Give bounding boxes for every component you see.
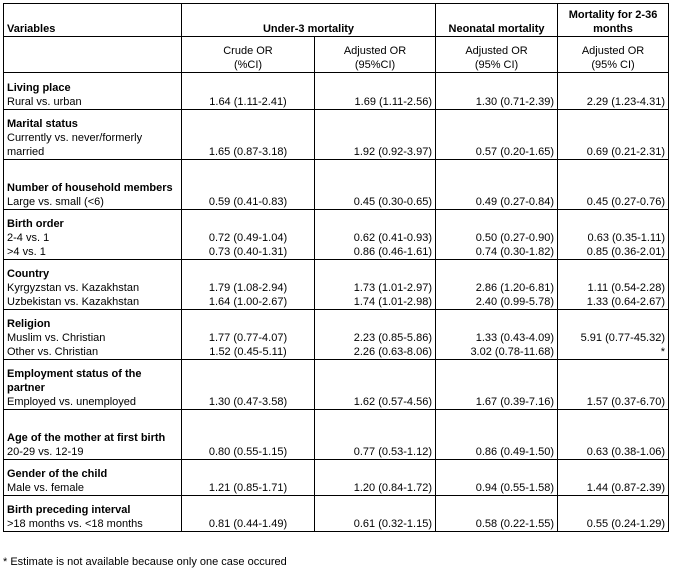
or-value: 0.63 (0.35-1.11)	[587, 232, 666, 244]
or-value: 1.79 (1.08-2.94)	[208, 282, 288, 294]
comparison-label: Other vs. Christian	[7, 346, 99, 358]
or-value: 1.73 (1.01-2.97)	[353, 282, 433, 294]
variable-group-row	[4, 73, 669, 110]
adjusted-or-neo-cell	[436, 360, 558, 410]
odds-ratio-table	[3, 3, 669, 532]
comparison-label: >18 months vs. <18 months	[7, 518, 143, 530]
variable-cell	[4, 310, 182, 360]
or-value: *	[660, 346, 666, 358]
adjusted-or-u3-cell	[315, 360, 436, 410]
crude-ci-label: (%CI)	[233, 59, 263, 71]
or-value: 1.21 (0.85-1.71)	[208, 482, 288, 494]
or-value: 0.55 (0.24-1.29)	[586, 518, 666, 530]
adjusted-or-u3-cell	[315, 310, 436, 360]
or-value: 0.85 (0.36-2.01)	[586, 246, 666, 258]
adjusted-or-u3-cell	[315, 73, 436, 110]
adjusted-or-236-cell	[558, 410, 669, 460]
variable-cell	[4, 460, 182, 496]
comparison-label: Uzbekistan vs. Kazakhstan	[7, 296, 140, 308]
or-value: 1.30 (0.71-2.39)	[475, 96, 555, 108]
adjusted-or-236-cell	[558, 260, 669, 310]
or-value: 0.63 (0.38-1.06)	[586, 446, 666, 458]
or-value: 0.61 (0.32-1.15)	[353, 518, 433, 530]
or-value: 0.80 (0.55-1.15)	[208, 446, 288, 458]
adjusted-or-neo-cell	[436, 210, 558, 260]
variable-cell	[4, 160, 182, 210]
adjusted-or-neo-cell	[436, 310, 558, 360]
adjusted-or-neo-header	[436, 37, 558, 73]
or-value: 2.26 (0.63-8.06)	[353, 346, 433, 358]
subheader-empty	[4, 37, 182, 73]
comparison-label: 2-4 vs. 1	[7, 232, 50, 244]
adjusted-or-neo-cell	[436, 160, 558, 210]
crude-or-cell	[182, 210, 315, 260]
or-value: 1.62 (0.57-4.56)	[353, 396, 433, 408]
adjusted-or-236-cell	[558, 460, 669, 496]
variable-cell	[4, 73, 182, 110]
variable-group-title: Gender of the child	[7, 468, 108, 480]
or-value: 0.86 (0.49-1.50)	[475, 446, 555, 458]
crude-or-cell	[182, 410, 315, 460]
or-value: 1.57 (0.37-6.70)	[586, 396, 666, 408]
subheader-row	[4, 37, 669, 73]
header-row	[4, 4, 669, 37]
adjusted-ci-u3-label: (95%CI)	[354, 59, 396, 71]
adjusted-ci-236-label: (95% CI)	[591, 59, 635, 71]
neonatal-header: Neonatal mortality	[436, 4, 558, 37]
or-value: 0.49 (0.27-0.84)	[475, 196, 555, 208]
adjusted-or-neo-cell	[436, 460, 558, 496]
variable-cell	[4, 496, 182, 532]
variable-cell	[4, 110, 182, 160]
comparison-label: Muslim vs. Christian	[7, 332, 106, 344]
or-value: 0.45 (0.30-0.65)	[353, 196, 433, 208]
comparison-label: Employed vs. unemployed	[7, 396, 137, 408]
comparison-label: Currently vs. never/formerly married	[7, 132, 143, 158]
variable-group-row	[4, 160, 669, 210]
variable-cell	[4, 260, 182, 310]
variable-cell	[4, 410, 182, 460]
adjusted-or-236-cell	[558, 160, 669, 210]
comparison-label: Male vs. female	[7, 482, 85, 494]
or-value: 2.23 (0.85-5.86)	[353, 332, 433, 344]
variable-group-title: Number of household members	[7, 182, 173, 194]
crude-or-cell	[182, 160, 315, 210]
variable-group-title: Living place	[7, 82, 71, 94]
footnote: * Estimate is not available because only one case occured	[3, 556, 287, 568]
or-value: 0.58 (0.22-1.55)	[475, 518, 555, 530]
adjusted-or-neo-cell	[436, 110, 558, 160]
crude-or-cell	[182, 360, 315, 410]
variable-group-title: Age of the mother at first birth	[7, 432, 166, 444]
or-value: 1.69 (1.11-2.56)	[354, 96, 433, 108]
variable-group-row	[4, 210, 669, 260]
adjusted-or-236-label: Adjusted OR	[581, 45, 645, 57]
adjusted-or-u3-header	[315, 37, 436, 73]
comparison-label: Kyrgyzstan vs. Kazakhstan	[7, 282, 140, 294]
or-value: 0.81 (0.44-1.49)	[208, 518, 288, 530]
or-value: 0.77 (0.53-1.12)	[353, 446, 433, 458]
or-value: 0.73 (0.40-1.31)	[208, 246, 288, 258]
variable-group-title: Country	[7, 268, 50, 280]
adjusted-or-236-cell	[558, 360, 669, 410]
variable-group-row	[4, 460, 669, 496]
or-value: 0.74 (0.30-1.82)	[475, 246, 555, 258]
adjusted-or-u3-cell	[315, 460, 436, 496]
adjusted-or-236-cell	[558, 496, 669, 532]
table-body	[4, 4, 669, 532]
variable-group-title: Birth preceding interval	[7, 504, 131, 516]
crude-or-cell	[182, 496, 315, 532]
or-value: 0.45 (0.27-0.76)	[586, 196, 666, 208]
or-value: 1.33 (0.43-4.09)	[475, 332, 555, 344]
crude-or-cell	[182, 460, 315, 496]
variable-group-row	[4, 360, 669, 410]
crude-or-cell	[182, 73, 315, 110]
or-value: 1.44 (0.87-2.39)	[586, 482, 666, 494]
variables-header: Variables	[4, 4, 182, 37]
crude-or-label: Crude OR	[223, 45, 273, 57]
crude-or-cell	[182, 110, 315, 160]
adjusted-or-u3-label: Adjusted OR	[343, 45, 407, 57]
variable-group-row	[4, 110, 669, 160]
variable-group-title: Religion	[7, 318, 51, 330]
variable-cell	[4, 360, 182, 410]
adjusted-or-236-cell	[558, 73, 669, 110]
variable-group-title: Employment status of the partner	[7, 368, 142, 394]
adjusted-or-neo-cell	[436, 260, 558, 310]
adjusted-or-236-header	[558, 37, 669, 73]
or-value: 0.72 (0.49-1.04)	[208, 232, 288, 244]
adjusted-or-neo-label: Adjusted OR	[465, 45, 528, 57]
variable-group-row	[4, 496, 669, 532]
or-value: 1.65 (0.87-3.18)	[208, 146, 288, 158]
or-value: 0.50 (0.27-0.90)	[475, 232, 555, 244]
or-value: 0.57 (0.20-1.65)	[475, 146, 555, 158]
adjusted-or-neo-cell	[436, 410, 558, 460]
adjusted-or-u3-cell	[315, 110, 436, 160]
adjusted-or-u3-cell	[315, 496, 436, 532]
or-value: 0.69 (0.21-2.31)	[586, 146, 666, 158]
or-value: 5.91 (0.77-45.32)	[580, 332, 666, 344]
adjusted-or-236-cell	[558, 110, 669, 160]
or-value: 2.29 (1.23-4.31)	[586, 96, 666, 108]
or-value: 1.64 (1.11-2.41)	[209, 96, 287, 108]
crude-or-cell	[182, 260, 315, 310]
or-value: 1.33 (0.64-2.67)	[586, 296, 666, 308]
or-value: 1.20 (0.84-1.72)	[353, 482, 433, 494]
or-value: 0.62 (0.41-0.93)	[353, 232, 433, 244]
or-value: 1.77 (0.77-4.07)	[208, 332, 288, 344]
adjusted-or-u3-cell	[315, 260, 436, 310]
adjusted-or-u3-cell	[315, 160, 436, 210]
variable-group-title: Birth order	[7, 218, 64, 230]
variable-group-row	[4, 260, 669, 310]
or-value: 0.59 (0.41-0.83)	[208, 196, 288, 208]
adjusted-or-u3-cell	[315, 210, 436, 260]
or-value: 1.30 (0.47-3.58)	[208, 396, 288, 408]
crude-or-header	[182, 37, 315, 73]
or-value: 1.52 (0.45-5.11)	[209, 346, 287, 358]
or-value: 3.02 (0.78-11.68)	[470, 346, 555, 358]
or-value: 2.86 (1.20-6.81)	[475, 282, 555, 294]
comparison-label: Rural vs. urban	[7, 96, 82, 108]
comparison-label: Large vs. small (<6)	[7, 196, 104, 208]
adjusted-or-236-cell	[558, 310, 669, 360]
adjusted-or-neo-cell	[436, 496, 558, 532]
crude-or-cell	[182, 310, 315, 360]
variable-group-title: Marital status	[7, 118, 78, 130]
comparison-label: 20-29 vs. 12-19	[7, 446, 84, 458]
adjusted-or-neo-cell	[436, 73, 558, 110]
or-value: 0.94 (0.55-1.58)	[475, 482, 555, 494]
variable-group-row	[4, 310, 669, 360]
adjusted-or-236-cell	[558, 210, 669, 260]
or-value: 2.40 (0.99-5.78)	[475, 296, 555, 308]
under3-header: Under-3 mortality	[182, 4, 436, 37]
adjusted-ci-neo-label: (95% CI)	[474, 59, 519, 71]
or-value: 1.92 (0.92-3.97)	[353, 146, 433, 158]
adjusted-or-u3-cell	[315, 410, 436, 460]
or-value: 1.74 (1.01-2.98)	[353, 296, 433, 308]
or-value: 1.67 (0.39-7.16)	[475, 396, 555, 408]
comparison-label: >4 vs. 1	[7, 246, 46, 258]
mortality-236-header: Mortality for 2-36 months	[558, 4, 669, 37]
or-value: 1.11 (0.54-2.28)	[587, 282, 666, 294]
variable-group-row	[4, 410, 669, 460]
or-value: 0.86 (0.46-1.61)	[353, 246, 433, 258]
variable-cell	[4, 210, 182, 260]
or-value: 1.64 (1.00-2.67)	[208, 296, 288, 308]
